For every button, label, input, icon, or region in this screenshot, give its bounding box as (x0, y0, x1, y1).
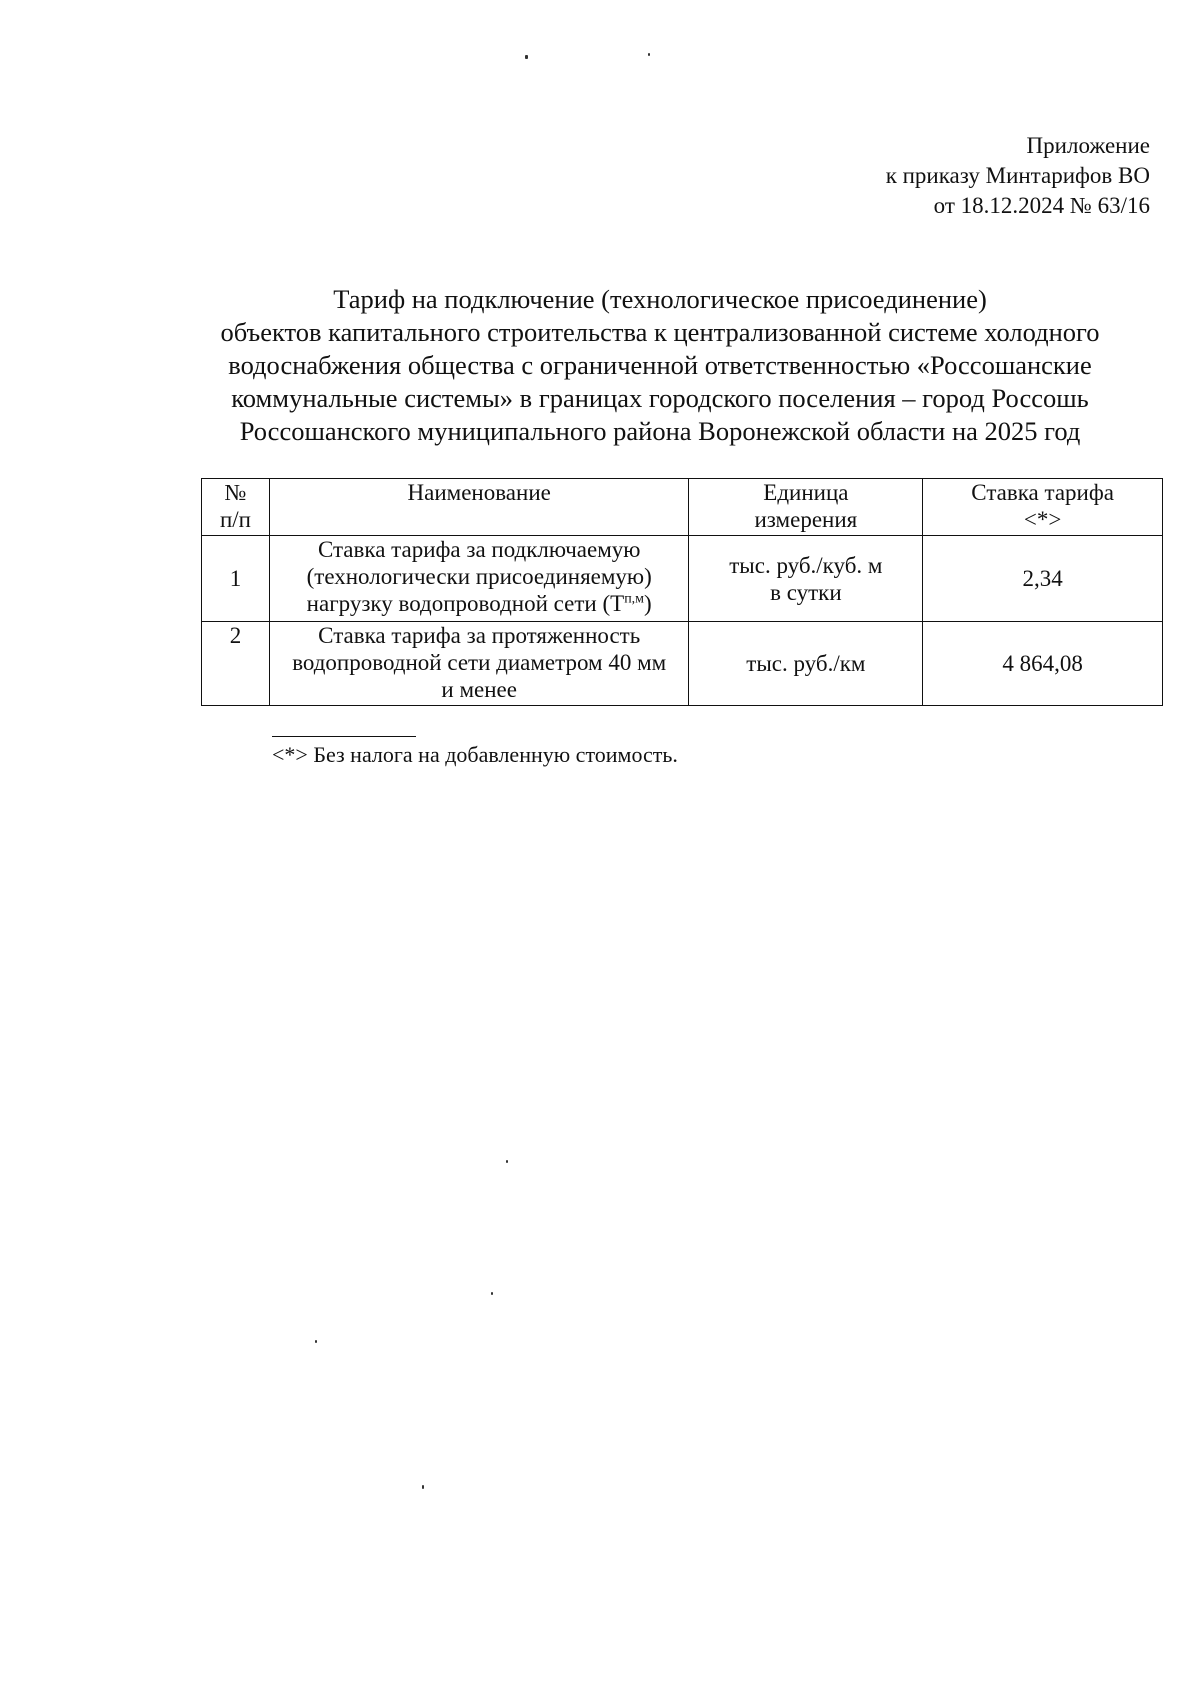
row-name-line: Ставка тарифа за подключаемую (317, 537, 641, 562)
header-unit-line: Единица (763, 480, 849, 505)
row-name-line: Ставка тарифа за протяженность (318, 623, 641, 648)
appendix-date-number: от 18.12.2024 № 63/16 (933, 193, 1150, 218)
row-unit-line: тыс. руб./куб. м (729, 552, 883, 578)
header-rate-line: Ставка тарифа (971, 480, 1114, 505)
appendix-reference (886, 131, 1150, 221)
header-name-text: Наименование (407, 480, 551, 505)
title-line: коммунальные системы» в границах городского поселения – город Россошь (231, 383, 1089, 413)
table-header-row (202, 479, 1163, 536)
table-row (202, 536, 1163, 622)
tariff-table (201, 478, 1163, 706)
scan-speck (525, 55, 528, 59)
footnote-separator (272, 736, 416, 737)
scan-speck (648, 53, 650, 56)
table-row (202, 622, 1163, 706)
header-rate-line: <*> (1023, 507, 1062, 532)
header-number (202, 479, 270, 536)
title-line: Россошанского муниципального района Воронежской области на 2025 год (239, 416, 1081, 446)
scan-speck (506, 1160, 508, 1163)
row-name-text: ) (644, 591, 652, 616)
scan-speck (315, 1340, 317, 1343)
header-number-line: № (224, 480, 247, 505)
row-name (269, 622, 689, 706)
row-rate (923, 622, 1163, 706)
appendix-label: Приложение (1026, 133, 1150, 158)
row-number (202, 622, 270, 706)
header-name (269, 479, 689, 536)
row-unit (689, 622, 923, 706)
row-name-line: и менее (441, 677, 517, 702)
row-name-text: нагрузку водопроводной сети (Т (306, 591, 625, 616)
header-number-line: п/п (219, 507, 251, 532)
row-rate-value: 2,34 (1022, 566, 1063, 591)
document-title (160, 283, 1160, 448)
row-name-line (274, 590, 685, 617)
row-name (269, 536, 689, 622)
row-unit (689, 536, 923, 622)
row-rate-value: 4 864,08 (1002, 651, 1083, 676)
row-number (202, 536, 270, 622)
row-name-line: водопроводной сети диаметром 40 мм (292, 650, 667, 675)
header-rate (923, 479, 1163, 536)
title-line: Тариф на подключение (технологическое присоединение) (333, 284, 987, 314)
title-line: водоснабжения общества с ограниченной ответственностью «Россошанские (228, 350, 1092, 380)
row-name-line: (технологически присоединяемую) (306, 564, 652, 589)
row-unit-line: в сутки (770, 579, 842, 605)
row-unit-text: тыс. руб./км (746, 651, 866, 676)
row-rate (923, 536, 1163, 622)
appendix-order: к приказу Минтарифов ВО (885, 163, 1150, 188)
scan-speck (491, 1292, 493, 1295)
header-unit (689, 479, 923, 536)
scan-speck (422, 1485, 424, 1489)
row-number-text: 1 (229, 566, 242, 591)
footnote: <*> Без налога на добавленную стоимость. (272, 742, 678, 767)
row-number-text: 2 (229, 623, 242, 648)
title-line: объектов капитального строительства к централизованной системе холодного (220, 317, 1100, 347)
header-unit-line: измерения (754, 507, 858, 532)
row-name-superscript: п,м (624, 591, 645, 607)
